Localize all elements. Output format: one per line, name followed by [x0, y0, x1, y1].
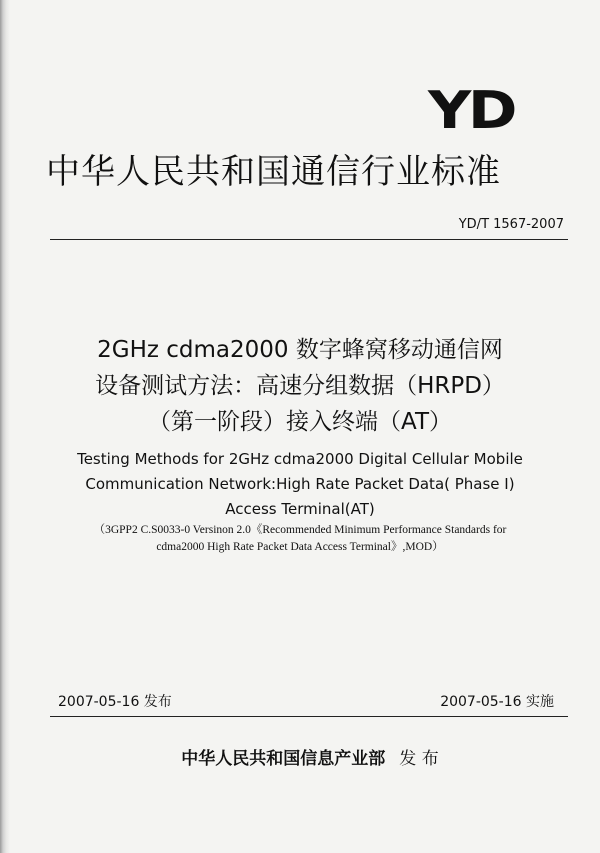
reference-line-1: （3GPP2 C.S0033-0 Versinon 2.0《Recommended Minimum Performance Standards for [93, 524, 507, 536]
issuer-action: 发 布 [399, 749, 439, 769]
issuing-authority [110, 745, 510, 773]
yd-logo: YD [428, 81, 515, 141]
english-title-line-2: Communication Network:High Rate Packet Data( Phase Ⅰ) [85, 475, 515, 493]
organization-title: 中华人民共和国通信行业标准 [46, 152, 501, 192]
english-title-line-3: Access Terminal(AT) [225, 500, 375, 518]
chinese-title-line-2: 设备测试方法：高速分组数据（HRPD） [95, 373, 505, 399]
implementation-date: 2007-05-16 实施 [440, 694, 554, 710]
issue-date: 2007-05-16 发布 [58, 694, 172, 710]
chinese-title-line-1: 2GHz cdma2000 数字蜂窝移动通信网 [97, 337, 503, 363]
header-divider [50, 239, 568, 240]
chinese-title-line-3: （第一阶段）接入终端（AT） [148, 409, 452, 435]
english-title-line-1: Testing Methods for 2GHz cdma2000 Digital Cellular Mobile [77, 450, 523, 468]
reference-line-2: cdma2000 High Rate Packet Data Access Terminal》,MOD） [156, 541, 444, 553]
standard-number: YD/T 1567-2007 [458, 217, 564, 232]
issuer-name: 中华人民共和国信息产业部 [181, 749, 386, 769]
footer-divider [50, 716, 568, 717]
scan-binding-edge [0, 0, 10, 853]
